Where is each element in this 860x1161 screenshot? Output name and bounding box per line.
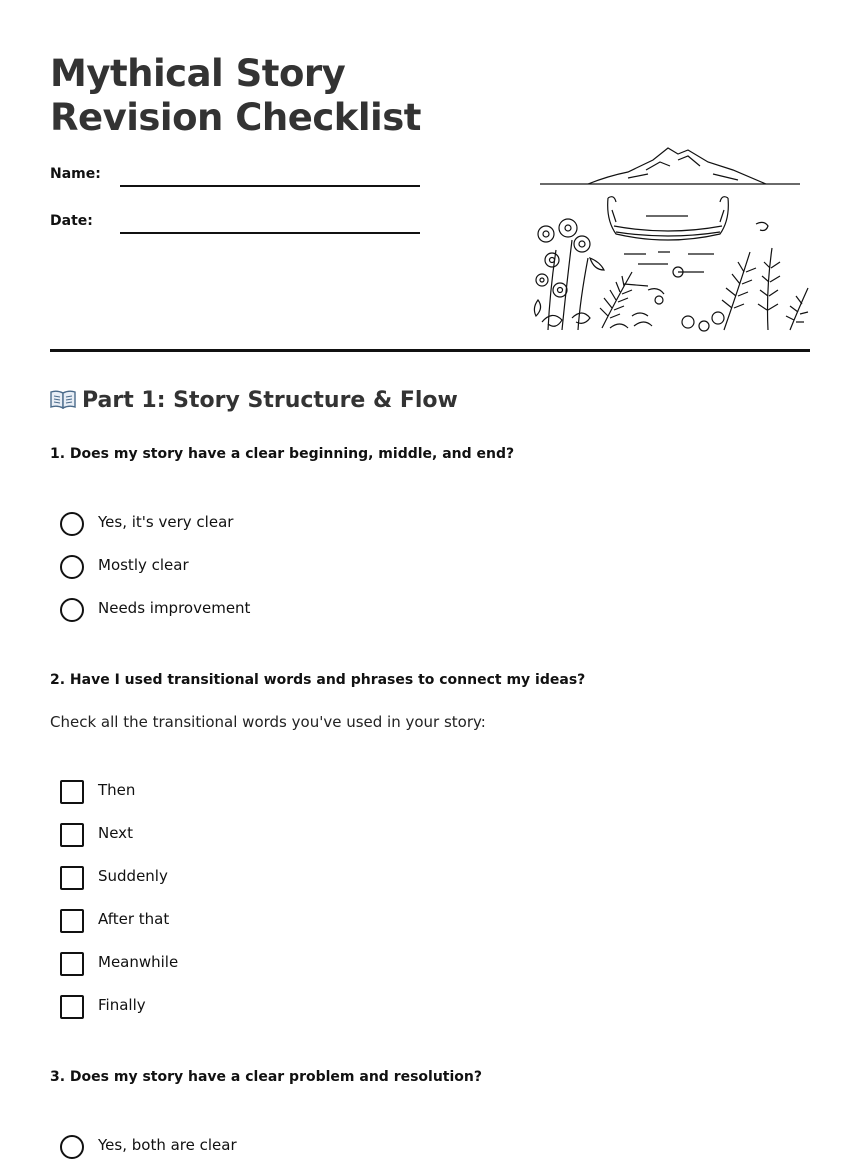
- radio-button[interactable]: [60, 598, 84, 622]
- name-label: Name:: [50, 166, 101, 182]
- option-label: Meanwhile: [98, 953, 179, 971]
- name-field[interactable]: [50, 166, 430, 196]
- section-divider: [50, 349, 810, 352]
- checkbox[interactable]: [60, 780, 84, 804]
- q1-option-2[interactable]: [60, 554, 460, 580]
- option-label: Needs improvement: [98, 599, 251, 617]
- question-3: 3. Does my story have a clear problem and resolution?: [50, 1069, 483, 1085]
- option-label: Finally: [98, 996, 146, 1014]
- checkbox[interactable]: [60, 995, 84, 1019]
- q2-option-next[interactable]: [60, 822, 460, 848]
- question-2: 2. Have I used transitional words and phrases to connect my ideas?: [50, 672, 586, 688]
- radio-button[interactable]: [60, 555, 84, 579]
- q2-option-then[interactable]: [60, 779, 460, 805]
- checkbox[interactable]: [60, 909, 84, 933]
- date-field[interactable]: [50, 213, 430, 243]
- option-label: Yes, it's very clear: [98, 513, 234, 531]
- checkbox[interactable]: [60, 823, 84, 847]
- radio-button[interactable]: [60, 1135, 84, 1159]
- q2-option-suddenly[interactable]: [60, 865, 460, 891]
- part1-heading-text: Part 1: Story Structure & Flow: [82, 388, 458, 413]
- date-input-line[interactable]: [120, 232, 420, 234]
- checkbox[interactable]: [60, 866, 84, 890]
- question-1: 1. Does my story have a clear beginning, middle, and end?: [50, 446, 515, 462]
- option-label: Suddenly: [98, 867, 168, 885]
- name-input-line[interactable]: [120, 185, 420, 187]
- q2-option-meanwhile[interactable]: [60, 951, 460, 977]
- option-label: Next: [98, 824, 133, 842]
- option-label: Yes, both are clear: [98, 1136, 237, 1154]
- option-label: After that: [98, 910, 170, 928]
- page-title: Mythical Story Revision Checklist: [50, 52, 421, 139]
- checkbox[interactable]: [60, 952, 84, 976]
- q1-option-3[interactable]: [60, 597, 460, 623]
- q3-option-1[interactable]: [60, 1134, 460, 1160]
- question-2-hint: Check all the transitional words you've used in your story:: [50, 713, 486, 731]
- radio-button[interactable]: [60, 512, 84, 536]
- q1-option-1[interactable]: [60, 511, 460, 537]
- option-label: Then: [98, 781, 136, 799]
- date-label: Date:: [50, 213, 93, 229]
- q2-option-after-that[interactable]: [60, 908, 460, 934]
- option-label: Mostly clear: [98, 556, 189, 574]
- open-book-icon: [50, 389, 76, 409]
- q2-option-finally[interactable]: [60, 994, 460, 1020]
- canoe-landscape-illustration: [528, 140, 812, 334]
- part1-heading: [50, 388, 458, 413]
